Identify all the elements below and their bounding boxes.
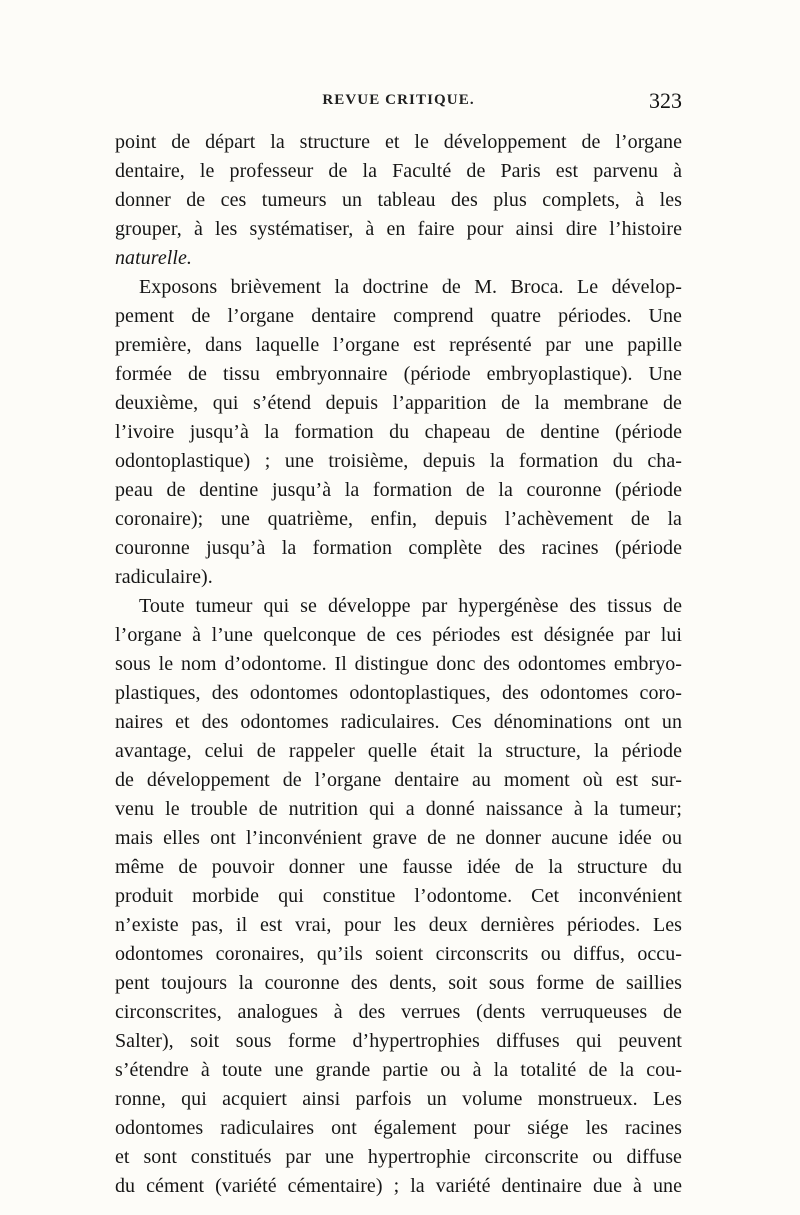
paragraph-3-line-20: et sont constitués par une hypertrophie circonscrite ou diffuse: [115, 1146, 682, 1168]
paragraph-1-line-4: grouper, à les systématiser, à en faire pour ainsi dire l’histoire: [115, 218, 682, 240]
paragraph-2-line-11: radiculaire).: [115, 566, 213, 588]
paragraph-2-line-6: l’ivoire jusqu’à la formation du chapeau de dentine (période: [115, 421, 682, 443]
paragraph-2-line-1: Exposons brièvement la doctrine de M. Broca. Le dévelop-: [139, 276, 682, 298]
page-number: 323: [649, 88, 682, 113]
paragraph-2-line-8: peau de dentine jusqu’à la formation de la couronne (période: [115, 479, 682, 501]
paragraph-2-line-5: deuxième, qui s’étend depuis l’apparition de la membrane de: [115, 392, 682, 414]
paragraph-1-line-1: point de départ la structure et le développement de l’organe: [115, 131, 682, 153]
paragraph-3-line-8: venu le trouble de nutrition qui a donné naissance à la tumeur;: [115, 798, 682, 820]
paragraph-3-line-6: avantage, celui de rappeler quelle était la structure, la période: [115, 740, 682, 762]
paragraph-3-line-5: naires et des odontomes radiculaires. Ces dénominations ont un: [115, 711, 682, 733]
paragraph-2-line-10: couronne jusqu’à la formation complète des racines (période: [115, 537, 682, 559]
paragraph-3-line-15: circonscrites, analogues à des verrues (dents verruqueuses de: [115, 1001, 682, 1023]
paragraph-3-line-18: ronne, qui acquiert ainsi parfois un volume monstrueux. Les: [115, 1088, 682, 1110]
paragraph-3-line-9: mais elles ont l’inconvénient grave de ne donner aucune idée ou: [115, 827, 682, 849]
paragraph-1-line-3: donner de ces tumeurs un tableau des plus complets, à les: [115, 189, 682, 211]
paragraph-3-line-4: plastiques, des odontomes odontoplastiques, des odontomes coro-: [115, 682, 682, 704]
paragraph-3-line-14: pent toujours la couronne des dents, soit sous forme de saillies: [115, 972, 682, 994]
paragraph-3-line-13: odontomes coronaires, qu’ils soient circonscrits ou diffus, occu-: [115, 943, 682, 965]
paragraph-2-line-3: première, dans laquelle l’organe est représenté par une papille: [115, 334, 682, 356]
paragraph-3-line-11: produit morbide qui constitue l’odontome. Cet inconvénient: [115, 885, 682, 907]
paragraph-1-line-2: dentaire, le professeur de la Faculté de Paris est parvenu à: [115, 160, 682, 182]
paragraph-2-line-7: odontoplastique) ; une troisième, depuis la formation du cha-: [115, 450, 682, 472]
running-header: [115, 88, 682, 122]
paragraph-3-line-16: Salter), soit sous forme d’hypertrophies diffuses qui peuvent: [115, 1030, 682, 1052]
paragraph-2-line-4: formée de tissu embryonnaire (période embryoplastique). Une: [115, 363, 682, 385]
paragraph-3-line-1: Toute tumeur qui se développe par hypergénèse des tissus de: [139, 595, 682, 617]
paragraph-3-line-7: de développement de l’organe dentaire au moment où est sur-: [115, 769, 682, 791]
paragraph-3-line-12: n’existe pas, il est vrai, pour les deux dernières périodes. Les: [115, 914, 682, 936]
paragraph-3-line-10: même de pouvoir donner une fausse idée de la structure du: [115, 856, 682, 878]
paragraph-3-line-17: s’étendre à toute une grande partie ou à la totalité de la cou-: [115, 1059, 682, 1081]
paragraph-1-line-5: naturelle.: [115, 247, 192, 269]
paragraph-3-line-21: du cément (variété cémentaire) ; la variété dentinaire due à une: [115, 1175, 682, 1197]
header-title: REVUE CRITIQUE.: [322, 92, 475, 108]
paragraph-3-line-2: l’organe à l’une quelconque de ces périodes est désignée par lui: [115, 624, 682, 646]
paragraph-3-line-19: odontomes radiculaires ont également pour siége les racines: [115, 1117, 682, 1139]
paragraph-3-line-3: sous le nom d’odontome. Il distingue donc des odontomes embryo-: [115, 653, 682, 675]
paragraph-2-line-9: coronaire); une quatrième, enfin, depuis l’achèvement de la: [115, 508, 682, 530]
body-text: [115, 128, 682, 1201]
paragraph-2-line-2: pement de l’organe dentaire comprend quatre périodes. Une: [115, 305, 682, 327]
